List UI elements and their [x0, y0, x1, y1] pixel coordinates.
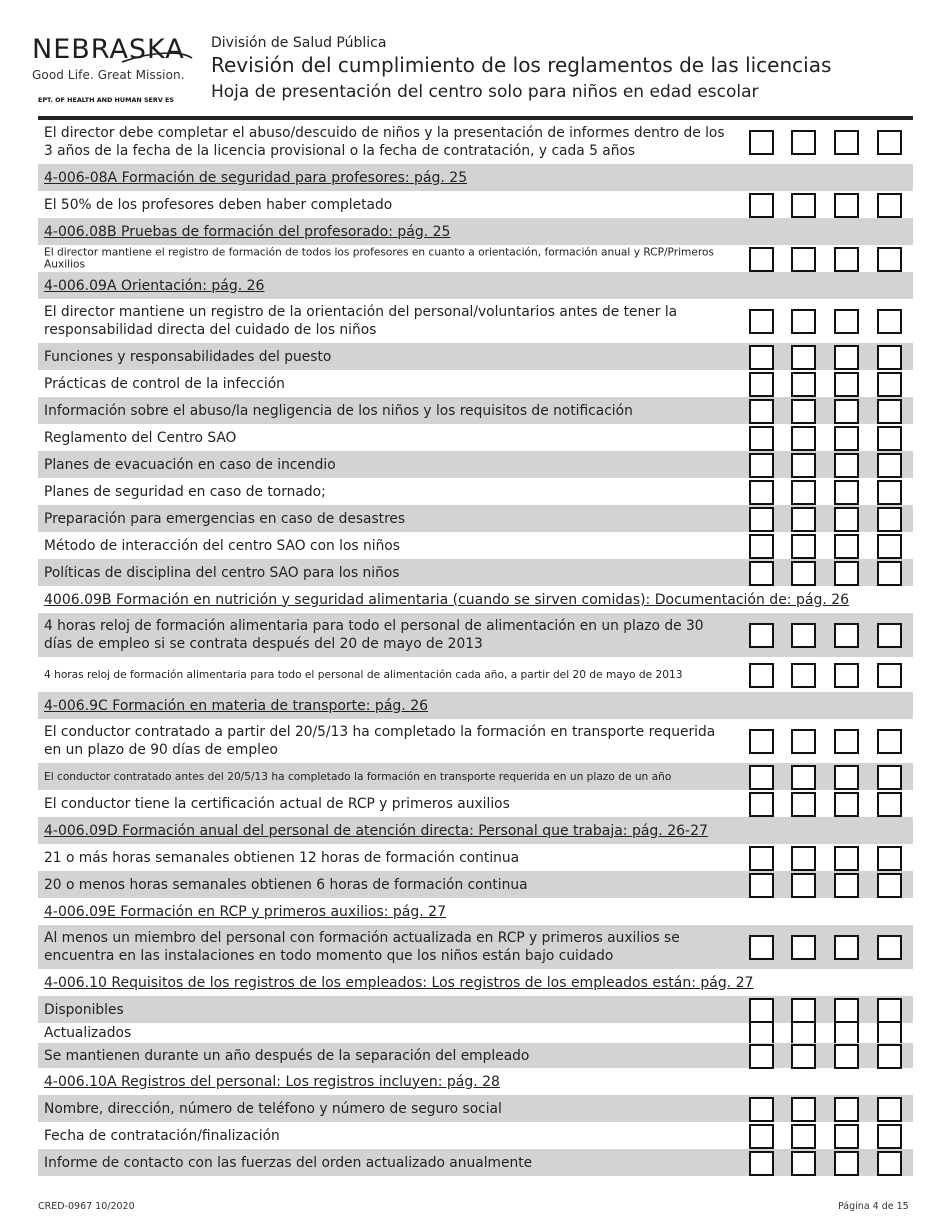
- checklist-row: [38, 613, 913, 657]
- compliance-checkbox-4[interactable]: [877, 765, 902, 790]
- compliance-checkbox-1[interactable]: [749, 623, 774, 648]
- compliance-checkbox-4[interactable]: [877, 130, 902, 155]
- compliance-checkbox-3[interactable]: [834, 480, 859, 505]
- checkbox-group: [749, 399, 904, 423]
- requirement-text: Al menos un miembro del personal con formación actualizada en RCP y primeros auxilios se encuentra en las instalaciones en todo momento que los niños están bajo cuidado: [44, 930, 680, 964]
- checklist-row: [38, 397, 913, 424]
- compliance-checkbox-4[interactable]: [877, 345, 902, 370]
- compliance-checkbox-2[interactable]: [791, 765, 816, 790]
- compliance-checkbox-2[interactable]: [791, 309, 816, 334]
- logo-wordmark: NEBRASKA: [32, 34, 185, 65]
- checkbox-group: [749, 846, 904, 870]
- checklist-row: [38, 343, 913, 370]
- compliance-checkbox-1[interactable]: [749, 1151, 774, 1176]
- checkbox-group: [749, 247, 904, 271]
- checkbox-group: [749, 1097, 904, 1121]
- page-number: Página 4 de 15: [838, 1201, 909, 1212]
- requirement-text: Preparación para emergencias en caso de desastres: [44, 510, 406, 527]
- compliance-checkbox-2[interactable]: [791, 480, 816, 505]
- section-header-row: [38, 692, 913, 719]
- checklist-row: [38, 478, 913, 505]
- compliance-checkbox-2[interactable]: [791, 507, 816, 532]
- compliance-checkbox-3[interactable]: [834, 663, 859, 688]
- compliance-checkbox-3[interactable]: [834, 372, 859, 397]
- checkbox-group: [749, 453, 904, 477]
- checklist-row: [38, 790, 913, 817]
- requirement-text: El conductor contratado a partir del 20/5/13 ha completado la formación en transporte requerida en un plazo de 90 días de empleo: [44, 724, 716, 758]
- compliance-checkbox-1[interactable]: [749, 663, 774, 688]
- checklist-table: [38, 120, 913, 1176]
- compliance-checkbox-4[interactable]: [877, 247, 902, 272]
- requirement-text: Prácticas de control de la infección: [44, 375, 285, 392]
- requirement-text: El director mantiene el registro de formación de todos los profesores en cuanto a orientación, formación anual y RCP/Primeros Auxilios: [44, 246, 714, 271]
- section-header-row: [38, 218, 913, 245]
- compliance-checkbox-2[interactable]: [791, 534, 816, 559]
- compliance-checkbox-3[interactable]: [834, 345, 859, 370]
- compliance-checkbox-2[interactable]: [791, 1124, 816, 1149]
- requirement-text: El 50% de los profesores deben haber completado: [44, 196, 393, 213]
- checkbox-group: [749, 309, 904, 333]
- compliance-checkbox-3[interactable]: [834, 1097, 859, 1122]
- compliance-checkbox-4[interactable]: [877, 1124, 902, 1149]
- checkbox-group: [749, 561, 904, 585]
- compliance-checkbox-3[interactable]: [834, 1151, 859, 1176]
- checkbox-group: [749, 426, 904, 450]
- section-title: 4-006-08A Formación de seguridad para profesores: pág. 25: [44, 169, 468, 186]
- checklist-row: [38, 925, 913, 969]
- compliance-checkbox-4[interactable]: [877, 372, 902, 397]
- compliance-checkbox-1[interactable]: [749, 399, 774, 424]
- compliance-checkbox-1[interactable]: [749, 1044, 774, 1069]
- compliance-checkbox-2[interactable]: [791, 1097, 816, 1122]
- compliance-checkbox-2[interactable]: [791, 561, 816, 586]
- checkbox-group: [749, 729, 904, 753]
- requirement-text: Método de interacción del centro SAO con los niños: [44, 537, 400, 554]
- compliance-checkbox-4[interactable]: [877, 873, 902, 898]
- checklist-row: [38, 424, 913, 451]
- compliance-checkbox-2[interactable]: [791, 453, 816, 478]
- compliance-checkbox-2[interactable]: [791, 345, 816, 370]
- checklist-row: [38, 1149, 913, 1176]
- compliance-checkbox-1[interactable]: [749, 846, 774, 871]
- checklist-row: [38, 451, 913, 478]
- section-header-row: [38, 898, 913, 925]
- compliance-checkbox-1[interactable]: [749, 792, 774, 817]
- compliance-checkbox-2[interactable]: [791, 1044, 816, 1069]
- compliance-checkbox-2[interactable]: [791, 846, 816, 871]
- checklist-row: [38, 559, 913, 586]
- logo-department: EPT. OF HEALTH AND HUMAN SERV ES: [38, 96, 174, 104]
- compliance-checkbox-2[interactable]: [791, 729, 816, 754]
- section-header-row: [38, 817, 913, 844]
- checklist-row: [38, 1095, 913, 1122]
- compliance-checkbox-3[interactable]: [834, 561, 859, 586]
- checklist-row: [38, 1043, 913, 1068]
- compliance-checkbox-1[interactable]: [749, 507, 774, 532]
- compliance-checkbox-4[interactable]: [877, 846, 902, 871]
- compliance-checkbox-3[interactable]: [834, 453, 859, 478]
- checklist-row: [38, 763, 913, 790]
- section-title: 4-006.9C Formación en materia de transporte: pág. 26: [44, 697, 429, 714]
- compliance-checkbox-4[interactable]: [877, 426, 902, 451]
- compliance-checkbox-2[interactable]: [791, 399, 816, 424]
- compliance-checkbox-4[interactable]: [877, 729, 902, 754]
- compliance-checkbox-4[interactable]: [877, 623, 902, 648]
- requirement-text: Reglamento del Centro SAO: [44, 429, 237, 446]
- checkbox-group: [749, 663, 904, 687]
- checklist-row: [38, 505, 913, 532]
- checkbox-group: [749, 623, 904, 647]
- section-title: 4-006.09A Orientación: pág. 26: [44, 277, 265, 294]
- compliance-checkbox-3[interactable]: [834, 193, 859, 218]
- checkbox-group: [749, 534, 904, 558]
- requirement-text: El conductor contratado antes del 20/5/13 ha completado la formación en transporte requerida en un plazo de un año: [44, 770, 672, 783]
- compliance-checkbox-4[interactable]: [877, 935, 902, 960]
- checklist-row: [38, 657, 913, 692]
- checkbox-group: [749, 873, 904, 897]
- checklist-row: [38, 1023, 913, 1043]
- section-title: 4-006.08B Pruebas de formación del profesorado: pág. 25: [44, 223, 451, 240]
- compliance-checkbox-2[interactable]: [791, 998, 816, 1023]
- compliance-checkbox-4[interactable]: [877, 480, 902, 505]
- compliance-checkbox-4[interactable]: [877, 998, 902, 1023]
- requirement-text: Planes de evacuación en caso de incendio: [44, 456, 336, 473]
- compliance-checkbox-1[interactable]: [749, 998, 774, 1023]
- compliance-checkbox-4[interactable]: [877, 309, 902, 334]
- page-title: Revisión del cumplimiento de los reglamentos de las licencias: [211, 53, 832, 77]
- requirement-text: Disponibles: [44, 1001, 124, 1018]
- checkbox-group: [749, 480, 904, 504]
- compliance-checkbox-4[interactable]: [877, 1044, 902, 1069]
- checklist-row: [38, 299, 913, 343]
- compliance-checkbox-1[interactable]: [749, 729, 774, 754]
- compliance-checkbox-2[interactable]: [791, 792, 816, 817]
- compliance-checkbox-4[interactable]: [877, 399, 902, 424]
- compliance-checkbox-3[interactable]: [834, 729, 859, 754]
- requirement-text: El conductor tiene la certificación actual de RCP y primeros auxilios: [44, 795, 510, 812]
- compliance-checkbox-4[interactable]: [877, 1151, 902, 1176]
- requirement-text: 4 horas reloj de formación alimentaria para todo el personal de alimentación cada año, a partir del 20 de mayo de 2013: [44, 668, 683, 681]
- requirement-text: Políticas de disciplina del centro SAO para los niños: [44, 564, 400, 581]
- compliance-checkbox-3[interactable]: [834, 247, 859, 272]
- checklist-row: [38, 191, 913, 218]
- section-title: 4-006.10A Registros del personal: Los registros incluyen: pág. 28: [44, 1073, 500, 1090]
- compliance-checkbox-1[interactable]: [749, 372, 774, 397]
- compliance-checkbox-1[interactable]: [749, 1124, 774, 1149]
- division-label: División de Salud Pública: [211, 35, 387, 51]
- checklist-row: [38, 120, 913, 164]
- compliance-checkbox-3[interactable]: [834, 623, 859, 648]
- requirement-text: Información sobre el abuso/la negligencia de los niños y los requisitos de notificación: [44, 402, 633, 419]
- compliance-checkbox-1[interactable]: [749, 426, 774, 451]
- compliance-checkbox-1[interactable]: [749, 873, 774, 898]
- compliance-checkbox-3[interactable]: [834, 792, 859, 817]
- checkbox-group: [749, 1044, 904, 1068]
- requirement-text: Informe de contacto con las fuerzas del orden actualizado anualmente: [44, 1154, 533, 1171]
- compliance-checkbox-3[interactable]: [834, 399, 859, 424]
- checkbox-group: [749, 345, 904, 369]
- checkbox-group: [749, 193, 904, 217]
- checkbox-group: [749, 1151, 904, 1175]
- nebraska-logo: [30, 34, 200, 114]
- compliance-checkbox-3[interactable]: [834, 1044, 859, 1069]
- compliance-checkbox-1[interactable]: [749, 247, 774, 272]
- section-header-row: [38, 969, 913, 996]
- compliance-checkbox-2[interactable]: [791, 247, 816, 272]
- compliance-checkbox-1[interactable]: [749, 453, 774, 478]
- compliance-checkbox-3[interactable]: [834, 998, 859, 1023]
- compliance-checkbox-1[interactable]: [749, 561, 774, 586]
- checklist-row: [38, 370, 913, 397]
- checkbox-group: [749, 1021, 904, 1045]
- checkbox-group: [749, 507, 904, 531]
- compliance-checkbox-3[interactable]: [834, 507, 859, 532]
- compliance-checkbox-4[interactable]: [877, 453, 902, 478]
- section-header-row: [38, 586, 913, 613]
- compliance-checkbox-3[interactable]: [834, 426, 859, 451]
- requirement-text: Fecha de contratación/finalización: [44, 1127, 280, 1144]
- compliance-checkbox-2[interactable]: [791, 426, 816, 451]
- requirement-text: 20 o menos horas semanales obtienen 6 horas de formación continua: [44, 876, 528, 893]
- checklist-row: [38, 532, 913, 559]
- compliance-checkbox-1[interactable]: [749, 935, 774, 960]
- compliance-checkbox-1[interactable]: [749, 765, 774, 790]
- form-code: CRED-0967 10/2020: [38, 1201, 135, 1212]
- checkbox-group: [749, 372, 904, 396]
- compliance-checkbox-1[interactable]: [749, 1097, 774, 1122]
- checklist-row: [38, 996, 913, 1023]
- requirement-text: Planes de seguridad en caso de tornado;: [44, 483, 326, 500]
- section-header-row: [38, 164, 913, 191]
- logo-tagline: Good Life. Great Mission.: [32, 68, 185, 82]
- checkbox-group: [749, 130, 904, 154]
- compliance-checkbox-1[interactable]: [749, 309, 774, 334]
- compliance-checkbox-3[interactable]: [834, 935, 859, 960]
- compliance-checkbox-2[interactable]: [791, 193, 816, 218]
- compliance-checkbox-1[interactable]: [749, 345, 774, 370]
- requirement-text: El director mantiene un registro de la orientación del personal/voluntarios antes de tener la responsabilidad directa del cuidado de los niños: [44, 304, 678, 338]
- requirement-text: Se mantienen durante un año después de la separación del empleado: [44, 1047, 530, 1064]
- compliance-checkbox-4[interactable]: [877, 193, 902, 218]
- checkbox-group: [749, 1124, 904, 1148]
- page-subtitle: Hoja de presentación del centro solo para niños en edad escolar: [211, 82, 759, 102]
- requirement-text: El director debe completar el abuso/descuido de niños y la presentación de informes dentro de los 3 años de la fecha de la licencia provisional o la fecha de contratación, y cada 5 años: [44, 125, 725, 159]
- compliance-checkbox-3[interactable]: [834, 765, 859, 790]
- compliance-checkbox-4[interactable]: [877, 1097, 902, 1122]
- compliance-checkbox-2[interactable]: [791, 130, 816, 155]
- section-title: 4006.09B Formación en nutrición y seguridad alimentaria (cuando se sirven comidas): Documentación de: pág. 26: [44, 591, 850, 608]
- compliance-checkbox-1[interactable]: [749, 130, 774, 155]
- compliance-checkbox-1[interactable]: [749, 534, 774, 559]
- compliance-checkbox-4[interactable]: [877, 561, 902, 586]
- requirement-text: Actualizados: [44, 1025, 132, 1041]
- compliance-checkbox-1[interactable]: [749, 480, 774, 505]
- checklist-row: [38, 871, 913, 898]
- checklist-row: [38, 1122, 913, 1149]
- compliance-checkbox-4[interactable]: [877, 792, 902, 817]
- requirement-text: 4 horas reloj de formación alimentaria para todo el personal de alimentación en un plazo de 30 días de empleo si se contrata después del 20 de mayo de 2013: [44, 618, 704, 652]
- compliance-checkbox-4[interactable]: [877, 507, 902, 532]
- checklist-row: [38, 245, 913, 272]
- compliance-checkbox-3[interactable]: [834, 1124, 859, 1149]
- compliance-checkbox-4[interactable]: [877, 534, 902, 559]
- checkbox-group: [749, 765, 904, 789]
- checkbox-group: [749, 792, 904, 816]
- compliance-checkbox-2[interactable]: [791, 663, 816, 688]
- checkbox-group: [749, 935, 904, 959]
- compliance-checkbox-4[interactable]: [877, 663, 902, 688]
- section-title: 4-006.10 Requisitos de los registros de los empleados: Los registros de los empleados están: pág. 27: [44, 974, 754, 991]
- compliance-checkbox-3[interactable]: [834, 873, 859, 898]
- compliance-checkbox-2[interactable]: [791, 372, 816, 397]
- section-header-row: [38, 1068, 913, 1095]
- compliance-checkbox-2[interactable]: [791, 1151, 816, 1176]
- compliance-checkbox-3[interactable]: [834, 130, 859, 155]
- checklist-row: [38, 844, 913, 871]
- compliance-checkbox-2[interactable]: [791, 935, 816, 960]
- checkbox-group: [749, 998, 904, 1022]
- compliance-checkbox-3[interactable]: [834, 846, 859, 871]
- requirement-text: 21 o más horas semanales obtienen 12 horas de formación continua: [44, 849, 520, 866]
- section-title: 4-006.09E Formación en RCP y primeros auxilios: pág. 27: [44, 903, 446, 920]
- compliance-checkbox-3[interactable]: [834, 309, 859, 334]
- requirement-text: Funciones y responsabilidades del puesto: [44, 348, 332, 365]
- section-header-row: [38, 272, 913, 299]
- compliance-checkbox-1[interactable]: [749, 193, 774, 218]
- logo-swoosh-icon: [30, 48, 200, 68]
- compliance-checkbox-3[interactable]: [834, 534, 859, 559]
- section-title: 4-006.09D Formación anual del personal de atención directa: Personal que trabaja: pág. 26-27: [44, 822, 708, 839]
- compliance-checkbox-2[interactable]: [791, 873, 816, 898]
- checklist-row: [38, 719, 913, 763]
- requirement-text: Nombre, dirección, número de teléfono y número de seguro social: [44, 1100, 502, 1117]
- compliance-checkbox-2[interactable]: [791, 623, 816, 648]
